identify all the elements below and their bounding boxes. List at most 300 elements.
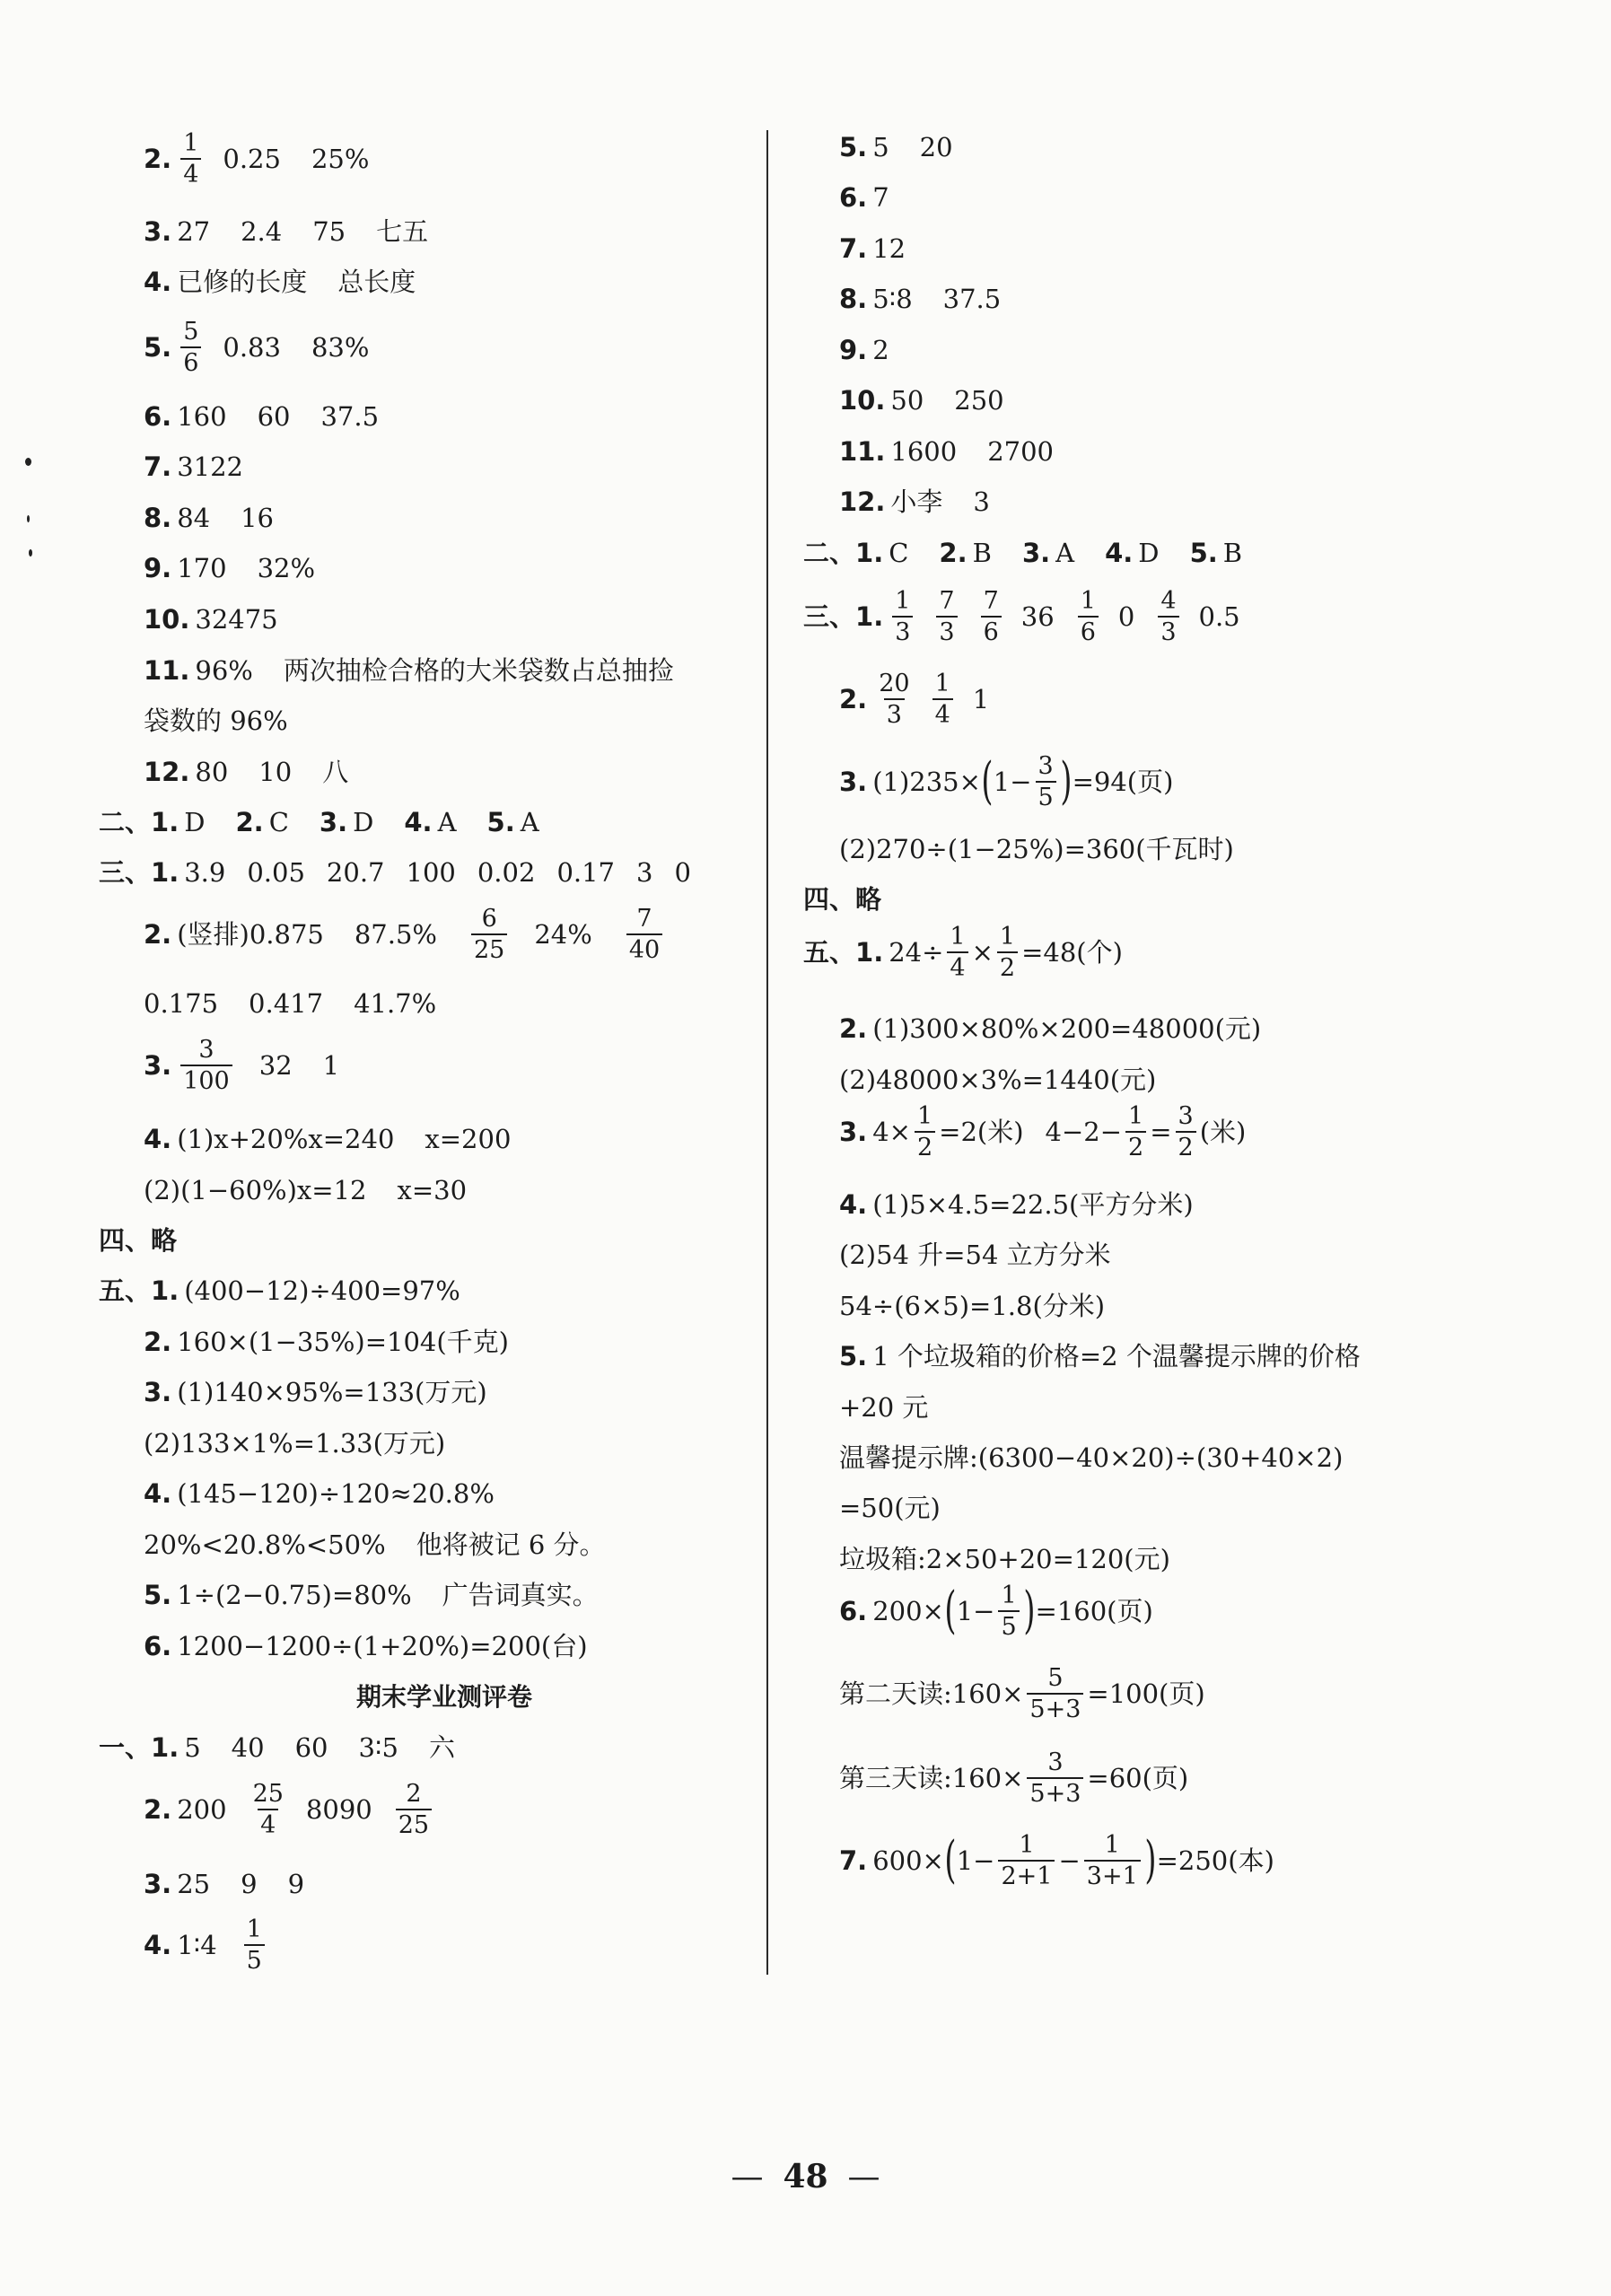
answer-value: 96% [195, 655, 253, 686]
denominator: 2 [1125, 1131, 1146, 1160]
fraction [1084, 1833, 1141, 1889]
section-4 [99, 1225, 182, 1256]
denominator: 5+3 [1027, 1777, 1083, 1806]
expression: 第三天读:160× [839, 1762, 1024, 1793]
numerator: 6 [481, 905, 497, 933]
answer-value: 80 [195, 757, 229, 787]
item-number: 1. [855, 936, 884, 968]
expression: 4−2− [1045, 1116, 1123, 1147]
item-number: 9. [144, 553, 172, 583]
item-number: 2. [144, 1793, 172, 1825]
fraction [1027, 1750, 1083, 1806]
denominator: 5 [1036, 781, 1056, 810]
answer-value: 83% [311, 331, 370, 363]
item-number: 7. [839, 233, 868, 264]
numerator: 7 [939, 587, 955, 615]
section-label: 五、 [803, 936, 856, 968]
item-number: 2. [235, 807, 264, 837]
item-number: 4. [144, 1929, 172, 1960]
answer-value: (1)140×95%=133(万元) [177, 1377, 487, 1407]
numerator: 1 [1001, 1582, 1017, 1609]
answer-5 [144, 320, 369, 375]
answer-value: A [437, 807, 457, 837]
fraction [1125, 1104, 1146, 1160]
answer-value: (2)270÷(1−25%)=360(千瓦时) [839, 834, 1234, 864]
r-section-5-item-7 [839, 1830, 1274, 1890]
answer-value: 1 个垃圾箱的价格=2 个温馨提示牌的价格 [872, 1341, 1361, 1371]
numerator: 1 [1104, 1831, 1120, 1859]
paren-open: ( [944, 1830, 957, 1889]
r-section-5-item-5c [839, 1442, 1344, 1473]
answer-value: 3.9 [184, 857, 226, 888]
paren-open: ( [944, 1581, 957, 1640]
item-number: 1. [855, 538, 884, 568]
answer-value: (2)54 升=54 立方分米 [839, 1240, 1111, 1270]
answer-value: 3122 [177, 451, 244, 482]
denominator: 3 [892, 616, 913, 644]
numerator: 7 [636, 905, 652, 933]
section-5-item-4b [144, 1529, 606, 1560]
fraction [998, 1833, 1055, 1889]
answer-value: x=30 [397, 1175, 468, 1205]
r-section-5-item-6-day3 [839, 1750, 1188, 1806]
margin-dot [27, 515, 30, 522]
answer-value: 25 [177, 1869, 211, 1899]
section-5-item-1 [99, 1275, 460, 1306]
item-number: 6. [839, 182, 868, 213]
r-section-5-item-5e [839, 1544, 1170, 1574]
expression: 4× [872, 1116, 911, 1147]
final-item-2 [144, 1782, 435, 1837]
numerator: 1 [916, 1102, 933, 1130]
answer-value: 60 [257, 401, 291, 432]
answer-value: 3 [636, 857, 653, 888]
answer-value: 37.5 [320, 401, 380, 432]
denominator: 5 [998, 1610, 1019, 1639]
answer-value: 0.5 [1198, 600, 1240, 632]
answer-value: 总长度 [337, 267, 416, 297]
r-section-3-item-1 [803, 589, 1240, 644]
section-label: 三、 [99, 857, 152, 888]
denominator: 40 [626, 933, 662, 962]
final-item-3 [144, 1871, 304, 1897]
r-section-5-item-3 [839, 1104, 1246, 1160]
answer-value: 60 [294, 1732, 328, 1763]
fraction [932, 671, 953, 727]
answer-value: 25% [311, 143, 370, 174]
answer-value: 0.02 [477, 857, 536, 888]
denominator: 5 [244, 1944, 265, 1973]
item-number: 10. [144, 604, 190, 635]
denominator: 4 [947, 951, 967, 980]
item-number: 4. [144, 1124, 172, 1154]
fraction [396, 1782, 432, 1837]
expression: =160(页) [1035, 1595, 1153, 1626]
numerator: 1 [999, 923, 1016, 951]
answer-6 [144, 401, 380, 432]
answer-value: x=200 [425, 1124, 512, 1154]
expression: =2(米) [939, 1116, 1024, 1147]
item-number: 5. [839, 1341, 868, 1371]
answer-value: 0.05 [247, 857, 305, 888]
numerator: 20 [879, 670, 910, 697]
answer-9 [144, 553, 316, 583]
answer-value: 8090 [305, 1793, 372, 1825]
item-number: 2. [144, 918, 172, 950]
item-number: 12. [144, 757, 190, 787]
numerator: 3 [1047, 1748, 1064, 1776]
answer-value: 160 [177, 401, 227, 432]
answer-value: 54÷(6×5)=1.8(分米) [839, 1291, 1106, 1321]
answer-value: 5 [184, 1732, 201, 1763]
fraction [947, 925, 967, 980]
denominator: 4 [180, 158, 201, 187]
item-number: 1. [855, 600, 884, 632]
item-number: 6. [839, 1595, 868, 1626]
numerator: 3 [1178, 1102, 1194, 1130]
expression: =60(页) [1087, 1762, 1189, 1793]
item-number: 9. [839, 335, 868, 365]
section-2 [99, 807, 539, 837]
numerator: 3 [198, 1036, 215, 1064]
answer-value: +20 元 [839, 1392, 929, 1423]
answer-value: 20%<20.8%<50% [144, 1529, 386, 1560]
r-section-5-item-4b [839, 1242, 1111, 1268]
answer-value: 24% [534, 918, 592, 950]
item-number: 3. [144, 1049, 172, 1081]
answer-2 [144, 131, 369, 187]
item-number: 12. [839, 486, 886, 517]
item-number: 5. [1189, 538, 1218, 568]
item-number: 8. [839, 284, 868, 314]
item-number: 6. [144, 1631, 172, 1661]
answer-value: 9 [287, 1869, 305, 1899]
answer-value: 27 [177, 216, 211, 247]
denominator: 3 [936, 616, 957, 644]
margin-dot [29, 549, 32, 556]
answer-value: (1)300×80%×200=48000(元) [872, 1013, 1262, 1044]
expression: 1− [956, 1595, 995, 1626]
numerator: 5 [183, 318, 199, 346]
item-number: 2. [144, 1327, 172, 1357]
r-section-5-item-5a [839, 1341, 1361, 1371]
column-divider [766, 130, 768, 1975]
denominator: 25 [396, 1809, 432, 1837]
r-section-3-item-3a [839, 751, 1174, 811]
numerator: 2 [406, 1780, 422, 1808]
item-number: 5. [486, 807, 515, 837]
answer-value: 八 [322, 757, 349, 787]
answer-r7 [839, 233, 906, 264]
r-section-5-item-6 [839, 1583, 1153, 1639]
r-section-5-item-5d [839, 1495, 941, 1521]
answer-value: 9 [241, 1869, 258, 1899]
expression: − [1058, 1845, 1081, 1876]
answer-value: 2 [872, 335, 889, 365]
answer-value: 0.17 [556, 857, 616, 888]
r-section-5-item-2a [839, 1013, 1262, 1044]
section-label: 三、 [803, 600, 856, 632]
denominator: 4 [258, 1809, 278, 1837]
paren-close: ) [1060, 751, 1073, 811]
answer-value: 40 [231, 1732, 265, 1763]
answer-value: 250 [954, 385, 1004, 416]
item-number: 1. [151, 807, 179, 837]
final-item-4 [144, 1917, 268, 1973]
section-5-item-3b [144, 1428, 446, 1459]
answer-value: 小李 [890, 486, 943, 517]
answer-value: (2)133×1%=1.33(万元) [144, 1428, 446, 1459]
answer-value: 1÷(2−0.75)=80% [177, 1580, 412, 1610]
section-label: 二、 [99, 807, 152, 837]
item-number: 3. [839, 1116, 868, 1147]
fraction [1036, 754, 1056, 810]
numerator: 5 [1047, 1664, 1064, 1692]
section-3-item-2 [144, 907, 666, 962]
answer-value: 广告词真实。 [442, 1580, 599, 1610]
answer-value: 3∶5 [358, 1732, 398, 1763]
item-number: 5. [839, 132, 868, 162]
fraction [1158, 589, 1178, 644]
item-number: 10. [839, 385, 886, 416]
answer-r10 [839, 385, 1004, 416]
fraction [936, 589, 957, 644]
denominator: 100 [180, 1065, 232, 1093]
answer-value: 0 [1117, 600, 1135, 632]
numerator: 25 [252, 1780, 284, 1808]
item-number: 4. [144, 1478, 172, 1509]
final-exam-title [135, 1682, 754, 1712]
item-number: 6. [144, 401, 172, 432]
expression: 600× [872, 1845, 944, 1876]
answer-value: (竖排)0.875 [177, 918, 324, 950]
answer-value: 41.7% [354, 988, 437, 1019]
section-3-item-4b [144, 1175, 468, 1205]
denominator: 2 [997, 951, 1018, 980]
answer-value: 32 [258, 1049, 293, 1081]
answer-value: 36 [1020, 600, 1055, 632]
answer-value: 200 [177, 1793, 227, 1825]
fraction [180, 131, 201, 187]
answer-value: C [889, 538, 909, 568]
expression: 200× [872, 1595, 944, 1626]
answer-value: A [1055, 538, 1075, 568]
item-number: 3. [144, 216, 172, 247]
section-5-item-6 [144, 1631, 588, 1661]
answer-value: (2)48000×3%=1440(元) [839, 1065, 1157, 1095]
dash-right: — [847, 2159, 880, 2195]
answer-r5 [839, 132, 953, 162]
item-number: 7. [839, 1845, 868, 1876]
denominator: 6 [180, 346, 201, 375]
numerator: 7 [983, 587, 999, 615]
paren-close: ) [1144, 1830, 1157, 1889]
answer-value: 32475 [195, 604, 278, 635]
answer-value: 2700 [987, 436, 1054, 467]
fraction [626, 907, 662, 962]
answer-11-continued [144, 705, 288, 736]
answer-value: C [268, 807, 289, 837]
denominator: 3+1 [1084, 1860, 1141, 1889]
expression: =94(页) [1072, 766, 1174, 797]
dash-left: — [731, 2159, 764, 2195]
fraction [892, 589, 913, 644]
r-section-3-item-3b [839, 834, 1234, 864]
answer-value: 2.4 [241, 216, 283, 247]
item-number: 8. [144, 503, 172, 533]
answer-value: 84 [177, 503, 211, 533]
item-number: 5. [144, 1580, 172, 1610]
answer-value: 七五 [376, 216, 429, 247]
item-number: 2. [939, 538, 967, 568]
item-number: 2. [144, 143, 172, 174]
numerator: 1 [1128, 1102, 1144, 1130]
answer-r9 [839, 337, 889, 364]
denominator: 4 [932, 698, 953, 727]
answer-3 [144, 216, 429, 247]
section-5-item-3a [144, 1377, 487, 1407]
answer-value: 袋数的 96% [144, 705, 288, 736]
expression: 1− [993, 766, 1032, 797]
answer-value: 0.417 [249, 988, 324, 1019]
answer-value: A [520, 807, 539, 837]
answer-r8 [839, 286, 1001, 312]
answer-value: 0 [674, 857, 691, 888]
section-label: 五、 [99, 1275, 152, 1306]
expression: × [971, 936, 994, 968]
item-number: 2. [839, 683, 868, 714]
item-number: 3. [144, 1869, 172, 1899]
section-title: 期末学业测评卷 [355, 1682, 532, 1712]
numerator: 1 [1080, 587, 1096, 615]
section-3-item-1 [99, 857, 691, 888]
answer-value: 7 [872, 182, 889, 213]
denominator: 2 [915, 1131, 935, 1160]
numerator: 1 [246, 1915, 262, 1943]
answer-12 [144, 759, 348, 785]
answer-value: 12 [872, 233, 906, 264]
answer-r11 [839, 436, 1054, 467]
r-section-5-item-2b [839, 1067, 1156, 1093]
answer-value: 10 [258, 757, 293, 787]
answer-value: 20.7 [326, 857, 385, 888]
paren-close: ) [1023, 1581, 1036, 1640]
expression: 24÷ [889, 936, 944, 968]
numerator: 4 [1160, 587, 1177, 615]
numerator: 1 [183, 129, 199, 157]
fraction [250, 1782, 286, 1837]
answer-value: 170 [177, 553, 227, 583]
numerator: 3 [1038, 752, 1054, 780]
expression: = [1150, 1116, 1172, 1147]
item-number: 3. [839, 766, 868, 797]
answer-r12 [839, 486, 990, 517]
answer-value: 已修的长度 [177, 267, 308, 297]
r-section-5-item-6-day2 [839, 1666, 1205, 1722]
item-number: 2. [839, 1013, 868, 1044]
answer-value: 温馨提示牌:(6300−40×20)÷(30+40×2) [839, 1442, 1344, 1473]
item-number: 5. [144, 331, 172, 363]
answer-value: (1)x+20%x=240 [177, 1124, 395, 1154]
answer-value: 50 [890, 385, 924, 416]
answer-value: 0.175 [144, 988, 219, 1019]
section-5-item-5 [144, 1582, 599, 1608]
answer-value: 六 [428, 1732, 455, 1763]
section-3-item-4a [144, 1126, 511, 1152]
answer-7 [144, 451, 244, 482]
section-label: 四、略 [803, 884, 882, 915]
answer-value: 他将被记 6 分。 [416, 1529, 606, 1560]
fraction [997, 925, 1018, 980]
denominator: 2+1 [998, 1860, 1055, 1889]
answer-value: 3 [973, 486, 990, 517]
answer-value: 1200−1200÷(1+20%)=200(台) [177, 1631, 588, 1661]
answer-value: 1 [972, 683, 990, 714]
answer-r6 [839, 182, 889, 213]
section-3-item-2-row2 [144, 988, 437, 1019]
r-section-2 [803, 540, 1242, 566]
answer-value: D [353, 807, 374, 837]
item-number: 4. [404, 807, 433, 837]
r-section-5-item-4a [839, 1189, 1194, 1220]
section-label: 四、略 [99, 1225, 178, 1256]
numerator: 1 [895, 587, 911, 615]
denominator: 3 [1158, 616, 1178, 644]
section-label: 一、 [99, 1732, 152, 1763]
fraction [1027, 1666, 1083, 1722]
answer-value: (1)5×4.5=22.5(平方分米) [872, 1189, 1194, 1220]
answer-10 [144, 604, 278, 635]
fraction [915, 1104, 935, 1160]
item-number: 3. [319, 807, 348, 837]
expression: =48(个) [1021, 936, 1123, 968]
answer-value: (145−120)÷120≈20.8% [177, 1478, 495, 1509]
denominator: 2 [1176, 1131, 1196, 1160]
answer-value: 16 [241, 503, 275, 533]
expression: =250(本) [1156, 1845, 1274, 1876]
numerator: 1 [934, 670, 950, 697]
denominator: 3 [884, 698, 905, 727]
answer-value: 37.5 [942, 284, 1002, 314]
numerator: 1 [1019, 1831, 1035, 1859]
fraction [244, 1917, 265, 1973]
answer-value: 100 [406, 857, 456, 888]
fraction [1078, 589, 1099, 644]
section-5-item-2 [144, 1329, 509, 1355]
r-section-5-item-5b [839, 1392, 929, 1423]
answer-value: 20 [919, 132, 953, 162]
answer-value: 两次抽检合格的大米袋数占总抽捡 [283, 655, 674, 686]
r-section-5-item-4c [839, 1293, 1105, 1319]
r-section-4 [803, 884, 887, 915]
section-label: 二、 [803, 538, 856, 568]
answer-8 [144, 505, 274, 531]
item-number: 7. [144, 451, 172, 482]
answer-value: 32% [257, 553, 316, 583]
margin-dot [25, 458, 31, 466]
r-section-3-item-2 [839, 671, 989, 727]
fraction [471, 907, 507, 962]
page-number-value: 48 [783, 2158, 828, 2195]
expression: =100(页) [1087, 1678, 1205, 1709]
page-number [0, 2158, 1611, 2195]
denominator: 5+3 [1027, 1693, 1083, 1722]
answer-value: (2)(1−60%)x=12 [144, 1175, 367, 1205]
item-number: 4. [1105, 538, 1134, 568]
answer-value: 垃圾箱:2×50+20=120(元) [839, 1544, 1170, 1574]
expression: 1− [956, 1845, 995, 1876]
answer-value: D [1138, 538, 1160, 568]
